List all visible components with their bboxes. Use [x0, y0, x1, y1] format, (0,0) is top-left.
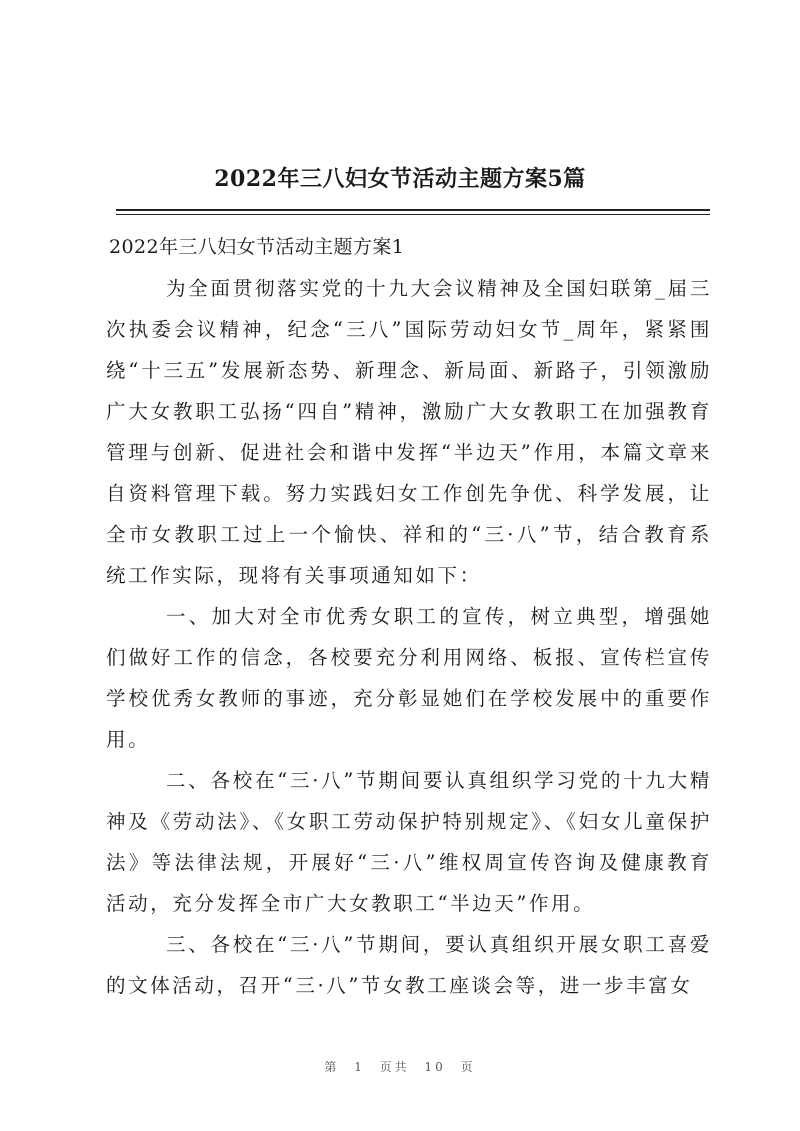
title-underline-thin: [116, 214, 710, 215]
footer-middle: 页共: [379, 1060, 410, 1074]
title-underline: [116, 209, 710, 211]
section-heading: 2022年三八妇女节活动主题方案1: [109, 236, 405, 258]
page-footer: [0, 1058, 800, 1075]
paragraph-intro: 为全面贯彻落实党的十九大会议精神及全国妇联第_届三次执委会议精神，纪念“三八”国际劳动妇女节_周年，紧紧围绕“十三五”发展新态势、新理念、新局面、新路子，引领激励广大女教职工弘扬“四自”精神，激励广大女教职工在加强教育管理与创新、促进社会和谐中发挥“半边天”作用，本篇文章来自资料管理下载。努力实践妇女工作创先争优、科学发展，让全市女教职工过上一个愉快、祥和的“三·八”节，结合教育系统工作实际，现将有关事项通知如下：: [106, 277, 712, 587]
footer-total-pages: 10: [424, 1060, 446, 1074]
document-body: [92, 226, 712, 1006]
paragraph-item-3: 三、各校在“三·八”节期间，要认真组织开展女职工喜爱的文体活动，召开“三·八”节女教工座谈会等，进一步丰富女: [106, 933, 712, 997]
document-title: 2022年三八妇女节活动主题方案5篇: [214, 166, 586, 192]
footer-current-page: 1: [354, 1060, 365, 1074]
paragraph-item-2: 二、各校在“三·八”节期间要认真组织学习党的十九大精神及《劳动法》、《女职工劳动保护特别规定》、《妇女儿童保护法》等法律法规，开展好“三·八”维权周宣传咨询及健康教育活动，充分发挥全市广大女教职工“半边天”作用。: [106, 769, 712, 915]
paragraph-item-1: 一、加大对全市优秀女职工的宣传，树立典型，增强她们做好工作的信念，各校要充分利用网络、板报、宣传栏宣传学校优秀女教师的事迹，充分彰显她们在学校发展中的重要作用。: [106, 605, 712, 751]
footer-suffix: 页: [460, 1060, 476, 1074]
footer-prefix: 第: [324, 1060, 340, 1074]
